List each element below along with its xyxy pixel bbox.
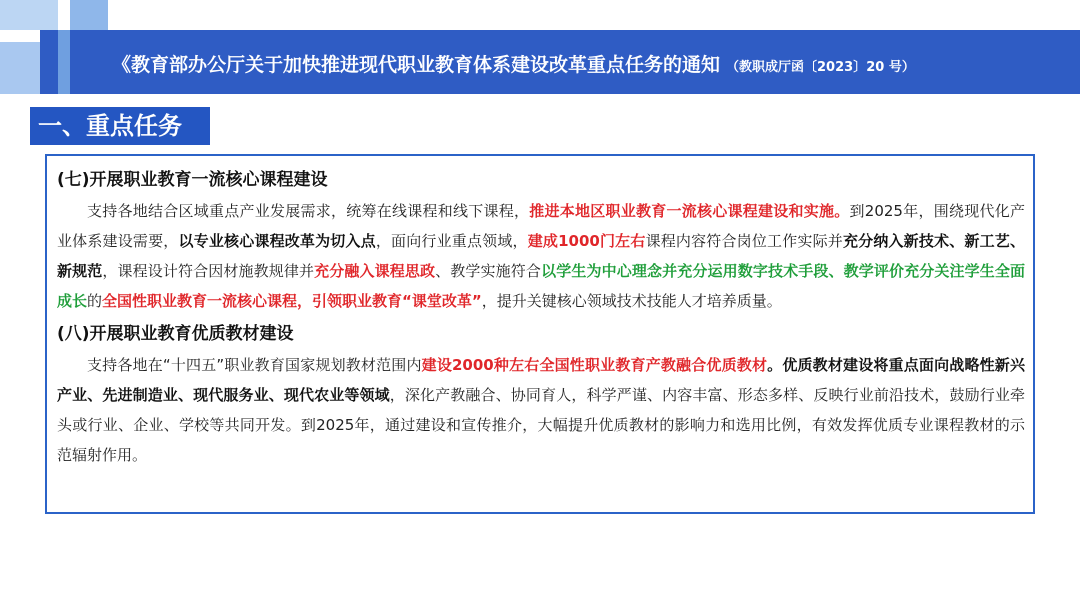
highlight-segment: 推进本地区职业教育一流核心课程建设和实施。 — [529, 202, 850, 220]
bold-segment: 优质教材建设将重点面向战略性新兴产业、先进制造业、现代服务业、现代农业等领域 — [57, 356, 1025, 404]
bold-segment: 。 — [767, 356, 783, 374]
item7-heading: (七)开展职业教育一流核心课程建设 — [57, 170, 328, 190]
section-heading: 一、重点任务 — [30, 107, 210, 145]
text-segment: 、教学实施符合 — [435, 262, 542, 280]
content-box — [45, 154, 1035, 514]
bold-segment: 充分纳入新技术、新工艺、新规范 — [57, 232, 1025, 280]
text-segment: 到2025年，围绕现代化产业体系建设需要， — [57, 202, 1025, 250]
highlight-segment: 建成1000门左右 — [527, 232, 646, 250]
document-title-text: 《教育部办公厅关于加快推进现代职业教育体系建设改革重点任务的通知 — [112, 54, 721, 76]
text-segment: 支持各地结合区域重点产业发展需求，统筹在线课程和线下课程， — [87, 202, 530, 220]
decor-square-4 — [58, 30, 70, 94]
decor-square-3 — [0, 42, 40, 94]
highlight-segment: 充分融入课程思政 — [314, 262, 436, 280]
text-segment: ，深化产教融合、协同育人，科学严谨、内容丰富、形态多样、反映行业前沿技术，鼓励行业牵头或行业、企业、学校等共同开发。到2025年，通过建设和宣传推介，大幅提升优质教材的影响力和选用比例，有效发挥优质专业课程教材的示范辐射作用。 — [57, 386, 1025, 464]
text-segment: ，面向行业重点领域， — [375, 232, 528, 250]
text-segment: ，课程设计符合因材施教规律并 — [102, 262, 315, 280]
highlight-segment: 建设2000种左右全国性职业教育产教融合优质教材 — [421, 356, 768, 374]
highlight-segment: 全国性职业教育一流核心课程，引领职业教育“课堂改革” — [102, 292, 482, 310]
decor-square-1 — [0, 0, 58, 30]
item8-heading: (八)开展职业教育优质教材建设 — [57, 324, 294, 344]
document-title — [112, 50, 915, 77]
bold-segment: 以专业核心课程改革为切入点 — [178, 232, 376, 250]
text-segment: ，提升关键核心领域技术技能人才培养质量。 — [481, 292, 782, 310]
green-highlight-segment: 以学生为中心理念并充分运用数字技术手段、教学评价充分关注学生全面成长 — [57, 262, 1025, 310]
item7-paragraph — [57, 196, 1025, 316]
document-number: （教职成厅函〔2023〕20 号） — [726, 60, 915, 75]
text-segment: 的 — [87, 292, 103, 310]
text-segment: 支持各地在“十四五”职业教育国家规划教材范围内 — [87, 356, 422, 374]
text-segment: 课程内容符合岗位工作实际并 — [645, 232, 843, 250]
item8-paragraph — [57, 350, 1025, 470]
